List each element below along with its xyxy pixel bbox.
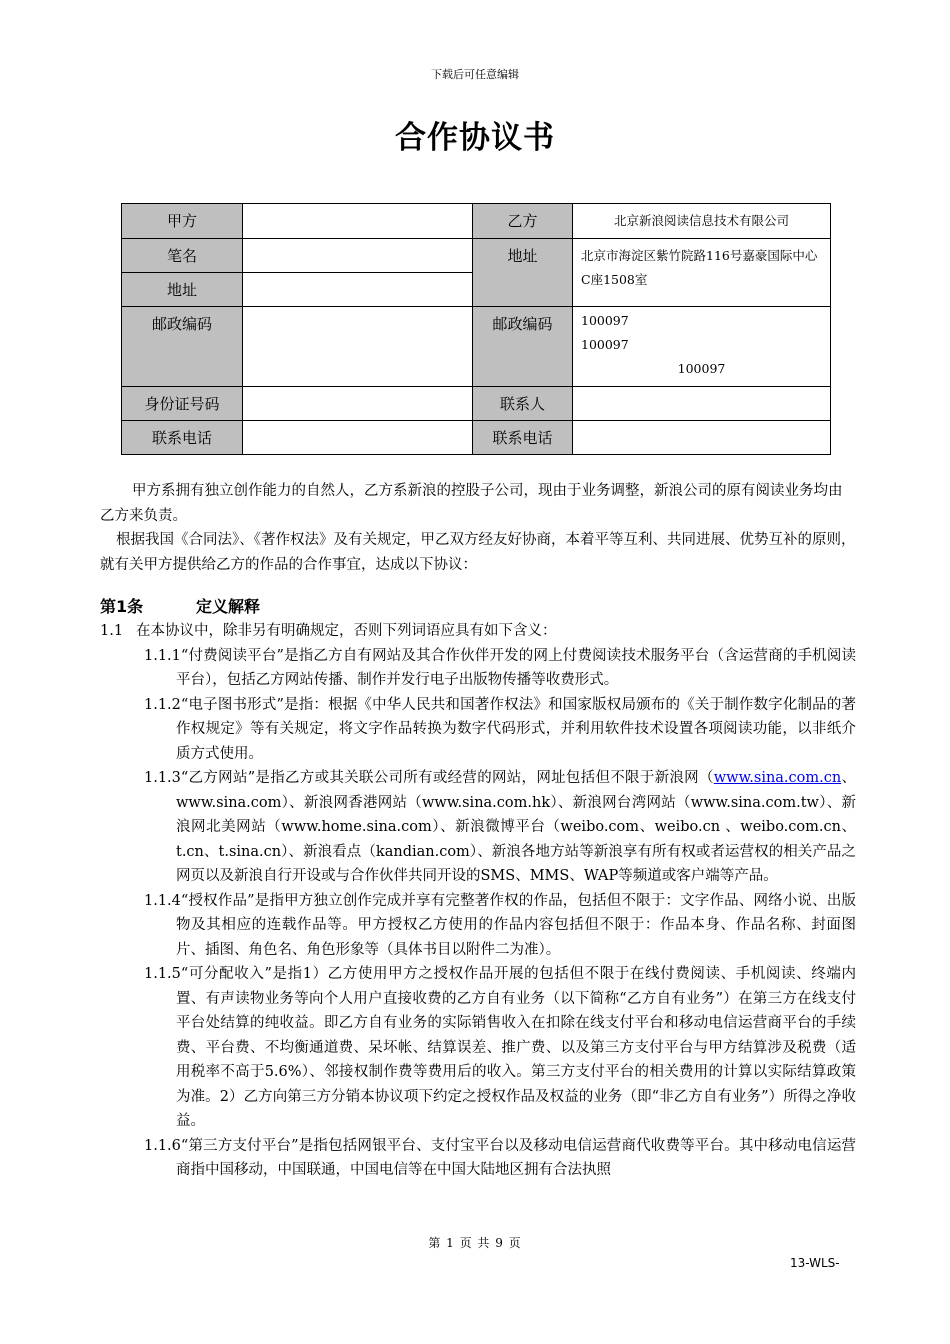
postal-a-label: 邮政编码	[122, 307, 243, 387]
contact-label: 联系人	[473, 387, 573, 421]
intro-paragraph-2: 根据我国《合同法》、《著作权法》及有关规定，甲乙双方经友好协商，本着平等互利、共同进展、优势互补的原则，就有关甲方提供给乙方的作品的合作事宜，达成以下协议：	[100, 532, 856, 573]
address-a-label: 地址	[122, 273, 243, 307]
document-body	[100, 479, 856, 1183]
document-id: 13-WLS-	[790, 1256, 840, 1270]
postal-b-line3: 100097	[677, 361, 726, 376]
phone-b-label: 联系电话	[473, 421, 573, 455]
phone-a-label: 联系电话	[122, 421, 243, 455]
id-label: 身份证号码	[122, 387, 243, 421]
postal-b-line1: 100097	[581, 313, 629, 328]
clause-number: 1.1	[100, 623, 124, 639]
definition-1-1-4: 1.1.4“授权作品”是指甲方独立创作完成并享有完整著作权的作品，包括但不限于：文字作品、网络小说、出版物及其相应的连载作品等。甲方授权乙方使用的作品内容包括但不限于：作品本身、作品名称、封面图片、插图、角色名、角色形象等（具体书目以附件二为准）。	[144, 892, 856, 958]
sina-website-link[interactable]: www.sina.com.cn	[713, 770, 842, 786]
definition-1-1-5: 1.1.5“可分配收入”是指1）乙方使用甲方之授权作品开展的包括但不限于在线付费阅读、手机阅读、终端内置、有声读物业务等向个人用户直接收费的乙方自有业务（以下简称“乙方自有业务”）在第三方在线支付平台处结算的纯收益。即乙方自有业务的实际销售收入在扣除在线支付平台和移动电信运营商平台的手续费、平台费、不均衡通道费、呆坏帐、结算误差、推广费、以及第三方支付平台与甲方结算涉及税费（适用税率不高于5.6%）、邻接权制作费等费用后的收入。第三方支付平台的相关费用的计算以实际结算政策为准。2）乙方向第三方分销本协议项下约定之授权作品及权益的业务（即“非乙方自有业务”）所得之净收益。	[144, 966, 856, 1129]
section-heading	[100, 595, 856, 619]
definition-1-1-3-text-b: 、www.sina.com）、新浪网香港网站（www.sina.com.hk）、新浪网台湾网站（www.sina.com.tw）、新浪网北美网站（www.home.sina.com）、新浪微博平台（weibo.com、weibo.cn 、weibo.com.cn、t.cn、t.sina.cn）、新浪看点（kandian.com）、新浪各地方站等新浪享有所有权或者运营权的相关产品之网页以及新浪自行开设或与合作伙伴共同开设的SMS、MMS、WAP等频道或客户端等产品。	[176, 770, 857, 884]
address-a-value[interactable]	[243, 273, 473, 307]
definition-1-1-2: 1.1.2“电子图书形式”是指：根据《中华人民共和国著作权法》和国家版权局颁布的《关于制作数字化制品的著作权规定》等有关规定，将文字作品转换为数字代码形式，并利用软件技术设置各项阅读功能，以非纸介质方式使用。	[144, 696, 856, 762]
postal-b-label: 邮政编码	[473, 307, 573, 387]
pen-name-label: 笔名	[122, 239, 243, 273]
address-b-label: 地址	[473, 239, 573, 307]
definition-1-1-6: 1.1.6“第三方支付平台”是指包括网银平台、支付宝平台以及移动电信运营商代收费等平台。其中移动电信运营商指中国移动，中国联通，中国电信等在中国大陆地区拥有合法执照	[144, 1137, 856, 1178]
pen-name-value[interactable]	[243, 239, 473, 273]
party-info-table	[121, 203, 831, 455]
party-a-label: 甲方	[122, 204, 243, 239]
postal-b-value	[573, 307, 831, 387]
party-b-label: 乙方	[473, 204, 573, 239]
section-number: 第1条	[100, 597, 144, 616]
contact-value[interactable]	[573, 387, 831, 421]
address-b-value: 北京市海淀区紫竹院路116号嘉豪国际中心C座1508室	[573, 239, 831, 307]
party-b-value: 北京新浪阅读信息技术有限公司	[573, 204, 831, 239]
page-number: 第 1 页 共 9 页	[428, 1236, 522, 1250]
definition-1-1-3-text-a: 1.1.3“乙方网站”是指乙方或其关联公司所有或经营的网站，网址包括但不限于新浪网（	[144, 770, 714, 786]
clause-text: 在本协议中，除非另有明确规定，否则下列词语应具有如下含义：	[136, 623, 557, 639]
clause-1-1	[100, 619, 856, 644]
postal-b-line2: 100097	[581, 337, 629, 352]
definition-1-1-1: 1.1.1“付费阅读平台”是指乙方自有网站及其合作伙伴开发的网上付费阅读技术服务平台（含运营商的手机阅读平台），包括乙方网站传播、制作并发行电子出版物传播等收费形式。	[144, 647, 856, 688]
page-title: 合作协议书	[395, 120, 555, 156]
phone-b-value[interactable]	[573, 421, 831, 455]
id-value[interactable]	[243, 387, 473, 421]
header-note: 下载后可任意编辑	[431, 68, 519, 81]
intro-paragraph-1: 甲方系拥有独立创作能力的自然人，乙方系新浪的控股子公司，现由于业务调整，新浪公司的原有阅读业务均由乙方来负责。	[100, 483, 843, 524]
phone-a-value[interactable]	[243, 421, 473, 455]
party-a-value[interactable]	[243, 204, 473, 239]
definition-1-1-3	[100, 766, 856, 889]
section-title: 定义解释	[196, 597, 261, 616]
postal-a-value[interactable]	[243, 307, 473, 387]
